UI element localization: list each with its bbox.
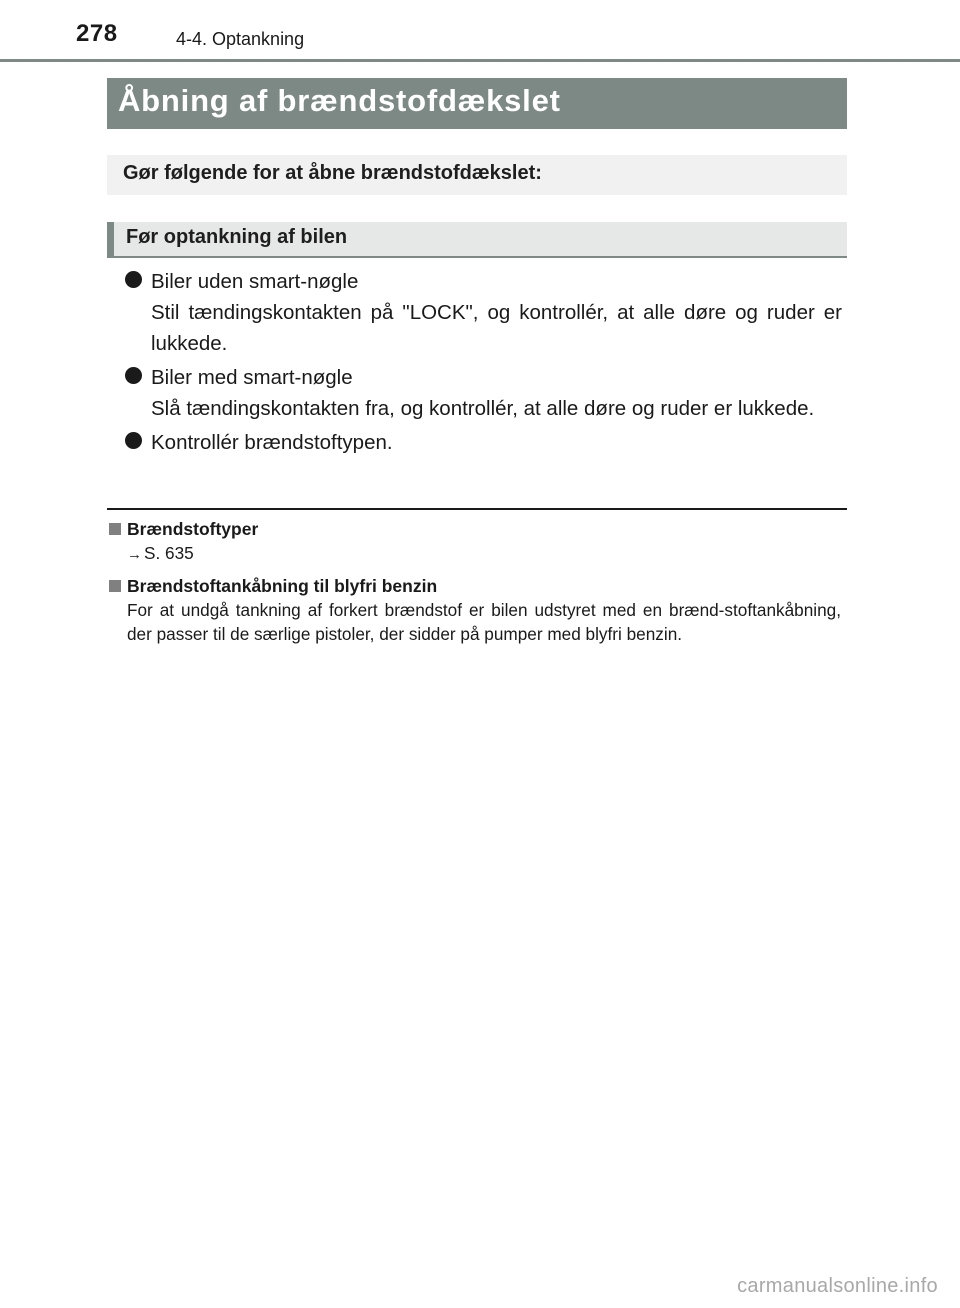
watermark: carmanualsonline.info: [737, 1275, 938, 1297]
page-reference-text: S. 635: [144, 543, 194, 563]
list-item: [124, 362, 842, 424]
bullet-label: Biler med smart-nøgle: [151, 366, 353, 389]
subheading-accent-bar: [107, 222, 114, 256]
page-number: 278: [76, 20, 118, 47]
subheading-box: [107, 222, 847, 258]
list-item: [124, 266, 842, 359]
bullet-label: Kontrollér brændstoftypen.: [151, 431, 393, 454]
list-item: [124, 427, 842, 458]
header-rule: [0, 59, 960, 62]
bullet-description: Stil tændingskontakten på "LOCK", og kontrollér, at alle døre og ruder er lukkede.: [151, 301, 842, 355]
bullet-description: Slå tændingskontakten fra, og kontrollér, at alle døre og ruder er lukkede.: [151, 397, 815, 420]
arrow-right-icon: →: [127, 546, 142, 563]
note-heading: [108, 574, 841, 598]
section-reference: 4-4. Optankning: [176, 29, 305, 49]
lead-box: [107, 155, 847, 195]
page-header: [0, 0, 960, 62]
note-heading-text: Brændstoftyper: [127, 519, 259, 539]
page-title-bar: [107, 78, 847, 129]
square-bullet-icon: [109, 580, 121, 592]
section-divider: [107, 508, 847, 510]
bullet-dot-icon: [125, 432, 142, 449]
bullet-dot-icon: [125, 367, 142, 384]
note-heading: [108, 517, 841, 541]
page-reference[interactable]: [108, 541, 841, 568]
notes-section: [108, 517, 841, 653]
subheading-text: Før optankning af bilen: [126, 226, 348, 248]
bullet-dot-icon: [125, 271, 142, 288]
lead-text: Gør følgende for at åbne brændstofdækslet:: [123, 162, 542, 184]
note-item: [108, 574, 841, 647]
note-body-text: For at undgå tankning af forkert brændstof er bilen udstyret med en brænd-stoftankåbning, der passer til de særlige pistoler, der sidder på pumper med blyfri benzin.: [127, 599, 841, 644]
square-bullet-icon: [109, 523, 121, 535]
note-heading-text: Brændstoftankåbning til blyfri benzin: [127, 575, 438, 596]
bullet-label: Biler uden smart-nøgle: [151, 270, 359, 293]
note-item: [108, 517, 841, 568]
bullet-list: [124, 266, 842, 461]
page-title: Åbning af brændstofdækslet: [118, 83, 561, 118]
